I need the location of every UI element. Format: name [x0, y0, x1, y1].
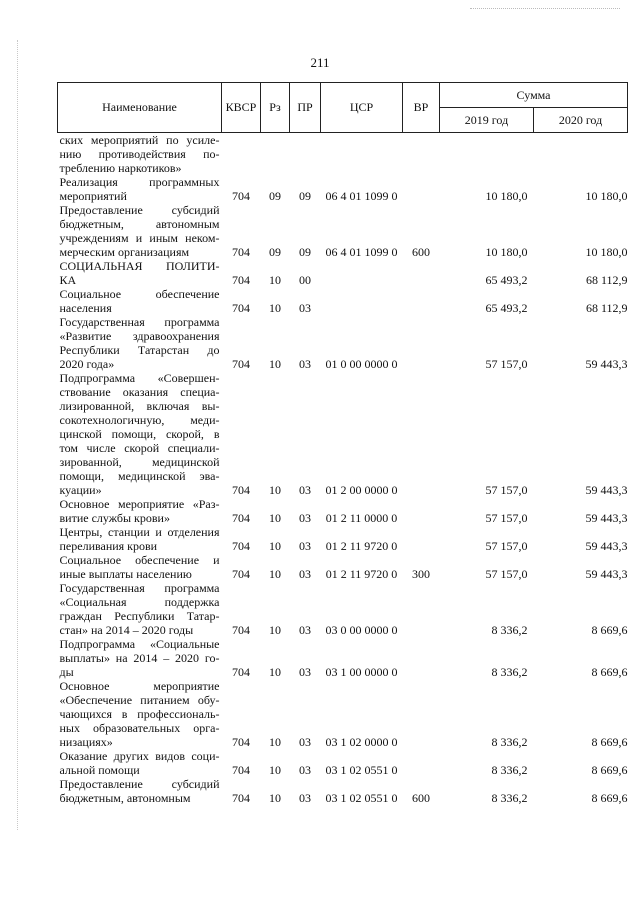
row-pr: 03 — [299, 483, 311, 497]
row-name-line: куации» — [59, 483, 102, 497]
row-csr: 03 1 02 0000 0 — [325, 735, 398, 749]
row-csr: 01 0 00 0000 0 — [325, 357, 398, 371]
row-csr: 03 1 02 0551 0 — [325, 763, 398, 777]
header-csr: ЦСР — [321, 83, 403, 133]
row-name — [58, 581, 222, 637]
table-row — [58, 371, 628, 497]
table-row — [58, 259, 628, 287]
row-csr: 01 2 11 0000 0 — [325, 511, 398, 525]
table-row — [58, 315, 628, 371]
row-name-line: ных образовательных орга- — [59, 721, 220, 735]
table-row — [58, 553, 628, 581]
row-name-line: «Обеспечение питанием обу- — [59, 693, 220, 707]
scan-margin-mark — [17, 40, 19, 830]
row-csr — [321, 287, 403, 315]
row-pr: 00 — [299, 273, 311, 287]
row-csr: 01 2 11 9720 0 — [325, 539, 398, 553]
row-vr — [403, 637, 440, 679]
row-sum-2019: 57 157,0 — [485, 357, 528, 371]
row-name-line: мерческим организациям — [59, 245, 190, 259]
row-name-line: Предоставление субсидий — [59, 203, 220, 217]
row-sum-2020: 10 180,0 — [585, 189, 628, 203]
row-name — [58, 637, 222, 679]
row-sum-2020: 8 669,6 — [591, 791, 628, 805]
row-name-line: иные выплаты населению — [59, 567, 192, 581]
row-sum-2019: 65 493,2 — [485, 273, 528, 287]
row-vr — [403, 133, 440, 176]
row-sum-2019: 10 180,0 — [485, 189, 528, 203]
row-name-line: Подпрограмма «Социальные — [59, 637, 220, 651]
row-kvsr: 704 — [232, 763, 250, 777]
row-name-line: 2020 года» — [59, 357, 115, 371]
row-name — [58, 777, 222, 805]
row-csr: 03 1 02 0551 0 — [325, 791, 398, 805]
row-name-line: «Социальная поддержка — [59, 595, 220, 609]
row-name — [58, 749, 222, 777]
row-name-line: граждан Республики Татар- — [59, 609, 220, 623]
row-name — [58, 525, 222, 553]
row-name-line: Предоставление субсидий — [59, 777, 220, 791]
row-sum-2019: 57 157,0 — [485, 511, 528, 525]
row-csr: 03 1 00 0000 0 — [325, 665, 398, 679]
table-row — [58, 749, 628, 777]
row-kvsr: 704 — [232, 665, 250, 679]
row-name-line: том числе скорой специали- — [59, 441, 220, 455]
header-sum: Сумма — [440, 83, 628, 108]
row-name-line: Центры, станции и отделения — [59, 525, 220, 539]
row-name-line: бюджетным, автономным — [59, 791, 191, 805]
row-rz: 10 — [269, 483, 281, 497]
row-csr — [321, 259, 403, 287]
row-sum-2020: 10 180,0 — [585, 245, 628, 259]
row-name-line: Республики Татарстан до — [59, 343, 220, 357]
row-name-line: помощи, медицинской эва- — [59, 469, 220, 483]
row-name-line: витие службы крови» — [59, 511, 170, 525]
row-kvsr: 704 — [232, 301, 250, 315]
row-name-line: Подпрограмма «Совершен- — [59, 371, 220, 385]
row-csr: 06 4 01 1099 0 — [325, 189, 398, 203]
row-name-line: цинской помощи, скорой, в — [59, 427, 220, 441]
row-kvsr: 704 — [232, 245, 250, 259]
row-pr: 03 — [299, 623, 311, 637]
row-rz: 10 — [269, 301, 281, 315]
row-sum-2019: 8 336,2 — [491, 665, 528, 679]
row-sum-2020 — [534, 133, 628, 176]
table-header — [58, 83, 628, 133]
row-rz: 09 — [269, 189, 281, 203]
table-row — [58, 581, 628, 637]
row-rz — [261, 133, 290, 176]
row-sum-2020: 59 443,3 — [585, 539, 628, 553]
row-name-line: Основное мероприятие «Раз- — [59, 497, 220, 511]
header-kvsr: КВСР — [222, 83, 261, 133]
row-name-line: населения — [59, 301, 112, 315]
header-pr: ПР — [290, 83, 321, 133]
row-name — [58, 497, 222, 525]
table-row — [58, 203, 628, 259]
row-sum-2020: 59 443,3 — [585, 567, 628, 581]
table-row — [58, 679, 628, 749]
page-number: 211 — [310, 55, 330, 70]
table-row — [58, 637, 628, 679]
row-csr: 01 2 00 0000 0 — [325, 483, 398, 497]
row-sum-2019: 57 157,0 — [485, 483, 528, 497]
row-sum-2020: 8 669,6 — [591, 665, 628, 679]
row-name-line: ды — [59, 665, 74, 679]
row-rz: 10 — [269, 763, 281, 777]
row-rz: 09 — [269, 245, 281, 259]
header-rz: Рз — [261, 83, 290, 133]
row-name-line: Оказание других видов соци- — [59, 749, 220, 763]
row-vr: 600 — [412, 791, 430, 805]
row-vr — [403, 175, 440, 203]
row-rz: 10 — [269, 665, 281, 679]
row-sum-2020: 8 669,6 — [591, 623, 628, 637]
row-csr: 03 0 00 0000 0 — [325, 623, 398, 637]
row-name — [58, 553, 222, 581]
row-pr: 03 — [299, 763, 311, 777]
row-vr — [403, 581, 440, 637]
row-sum-2019: 57 157,0 — [485, 567, 528, 581]
row-sum-2019: 8 336,2 — [491, 791, 528, 805]
row-rz: 10 — [269, 357, 281, 371]
row-pr: 09 — [299, 245, 311, 259]
row-name-line: Реализация программных — [59, 175, 220, 189]
row-csr: 01 2 11 9720 0 — [325, 567, 398, 581]
row-rz: 10 — [269, 791, 281, 805]
row-vr — [403, 287, 440, 315]
row-name — [58, 259, 222, 287]
row-sum-2020: 68 112,9 — [585, 301, 628, 315]
row-sum-2019: 10 180,0 — [485, 245, 528, 259]
row-name-line: СОЦИАЛЬНАЯ ПОЛИТИ- — [59, 259, 220, 273]
row-name-line: зированной, медицинской — [59, 455, 220, 469]
row-name-line: Государственная программа — [59, 581, 220, 595]
row-name-line: нию противодействия по- — [59, 147, 220, 161]
row-pr: 03 — [299, 357, 311, 371]
row-name-line: низациях» — [59, 735, 113, 749]
row-sum-2020: 8 669,6 — [591, 735, 628, 749]
row-pr: 03 — [299, 665, 311, 679]
row-vr — [403, 679, 440, 749]
budget-table — [57, 82, 628, 805]
row-kvsr: 704 — [232, 539, 250, 553]
row-name-line: переливания крови — [59, 539, 158, 553]
row-sum-2019: 65 493,2 — [485, 301, 528, 315]
row-sum-2019: 8 336,2 — [491, 763, 528, 777]
row-rz: 10 — [269, 623, 281, 637]
row-kvsr: 704 — [232, 511, 250, 525]
scan-edge-mark — [470, 8, 620, 10]
header-2019: 2019 год — [440, 108, 534, 133]
row-pr: 03 — [299, 301, 311, 315]
row-name-line: альной помощи — [59, 763, 140, 777]
row-pr: 03 — [299, 791, 311, 805]
row-name — [58, 287, 222, 315]
row-pr: 09 — [299, 189, 311, 203]
row-kvsr: 704 — [232, 791, 250, 805]
row-name-line: треблению наркотиков» — [59, 161, 182, 175]
row-name — [58, 371, 222, 497]
row-sum-2019 — [440, 133, 534, 176]
row-rz: 10 — [269, 273, 281, 287]
row-pr — [290, 133, 321, 176]
row-name-line: чающихся в профессиональ- — [59, 707, 220, 721]
row-kvsr: 704 — [232, 483, 250, 497]
row-pr: 03 — [299, 735, 311, 749]
row-name-line: учреждениям и иным неком- — [59, 231, 220, 245]
row-csr — [321, 133, 403, 176]
row-name-line: «Развитие здравоохранения — [59, 329, 220, 343]
header-vr: ВР — [403, 83, 440, 133]
table-row — [58, 525, 628, 553]
row-vr — [403, 371, 440, 497]
row-name — [58, 175, 222, 203]
row-name-line: мероприятий — [59, 189, 127, 203]
row-kvsr: 704 — [232, 189, 250, 203]
table-row — [58, 497, 628, 525]
row-name — [58, 203, 222, 259]
row-name-line: бюджетным, автономным — [59, 217, 220, 231]
row-kvsr: 704 — [232, 567, 250, 581]
row-vr — [403, 315, 440, 371]
row-vr — [403, 749, 440, 777]
row-name-line: лизированной, включая вы- — [59, 399, 220, 413]
row-pr: 03 — [299, 511, 311, 525]
row-name-line: выплаты» на 2014 – 2020 го- — [59, 651, 220, 665]
table-body — [58, 133, 628, 806]
row-csr: 06 4 01 1099 0 — [325, 245, 398, 259]
row-pr: 03 — [299, 539, 311, 553]
table-row — [58, 777, 628, 805]
row-name-line: Основное мероприятие — [59, 679, 220, 693]
row-rz: 10 — [269, 567, 281, 581]
row-kvsr: 704 — [232, 273, 250, 287]
row-sum-2019: 8 336,2 — [491, 735, 528, 749]
row-name — [58, 133, 222, 176]
header-name: Наименование — [58, 83, 222, 133]
row-sum-2020: 59 443,3 — [585, 511, 628, 525]
row-kvsr: 704 — [232, 623, 250, 637]
row-name-line: КА — [59, 273, 77, 287]
row-name-line: ствование оказания специа- — [59, 385, 220, 399]
row-vr — [403, 259, 440, 287]
row-rz: 10 — [269, 735, 281, 749]
row-kvsr: 704 — [232, 735, 250, 749]
row-name-line: стан» на 2014 – 2020 годы — [59, 623, 194, 637]
row-sum-2020: 68 112,9 — [585, 273, 628, 287]
row-name-line: сокотехнологичную, меди- — [59, 413, 220, 427]
row-rz: 10 — [269, 511, 281, 525]
row-rz: 10 — [269, 539, 281, 553]
row-sum-2019: 8 336,2 — [491, 623, 528, 637]
row-name — [58, 315, 222, 371]
row-name-line: Государственная программа — [59, 315, 220, 329]
row-sum-2020: 59 443,3 — [585, 483, 628, 497]
row-name-line: Социальное обеспечение — [59, 287, 220, 301]
row-sum-2019: 57 157,0 — [485, 539, 528, 553]
row-vr: 600 — [412, 245, 430, 259]
row-vr: 300 — [412, 567, 430, 581]
row-vr — [403, 497, 440, 525]
table-row — [58, 133, 628, 176]
table-row — [58, 175, 628, 203]
row-kvsr — [222, 133, 261, 176]
row-kvsr: 704 — [232, 357, 250, 371]
row-name-line: ских мероприятий по усиле- — [59, 133, 220, 147]
row-vr — [403, 525, 440, 553]
row-sum-2020: 8 669,6 — [591, 763, 628, 777]
row-name-line: Социальное обеспечение и — [59, 553, 220, 567]
header-2020: 2020 год — [534, 108, 628, 133]
row-name — [58, 679, 222, 749]
table-row — [58, 287, 628, 315]
row-pr: 03 — [299, 567, 311, 581]
row-sum-2020: 59 443,3 — [585, 357, 628, 371]
